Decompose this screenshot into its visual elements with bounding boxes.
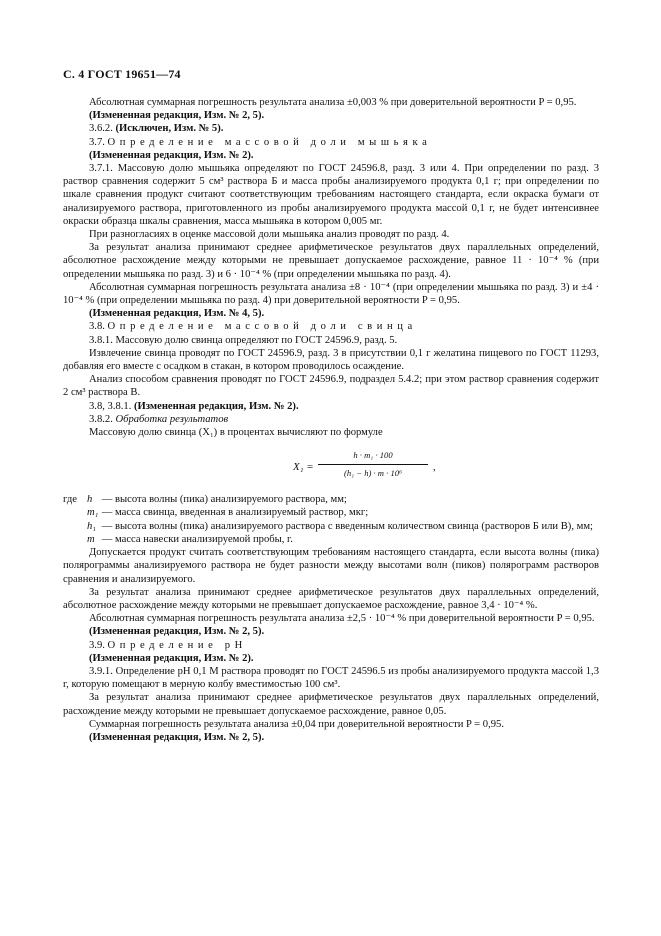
paragraph: Абсолютная суммарная погрешность результата анализа ±0,003 % при доверительной вероятности P = 0,95. bbox=[89, 97, 577, 108]
formula-lhs: X₁ = bbox=[293, 461, 314, 474]
clause-number: 3.6.2. bbox=[89, 123, 116, 135]
paragraph: 3.8.1. Массовую долю свинца определяют по ГОСТ 24596.9, разд. 5. bbox=[89, 334, 398, 346]
definition-symbol: m₁ bbox=[87, 507, 99, 519]
paragraph: Массовую долю свинца (X₁) в процентах вычисляют по формуле bbox=[89, 427, 383, 439]
clause-number: 3.8.2. bbox=[89, 413, 116, 425]
definition-symbol: h₁ bbox=[87, 520, 96, 532]
subsection-title: Обработка результатов bbox=[115, 413, 229, 425]
amendment-note: (Измененная редакция, Изм. № 2). bbox=[89, 149, 254, 161]
section-title: Определение массовой доли свинца bbox=[107, 321, 417, 333]
paragraph: За результат анализа принимают среднее арифметическое результатов двух параллельных определений, абсолютное расхождение между которыми не превышает допускаемое расхождение, равное 3,4 · 10⁻⁴ %. bbox=[63, 586, 599, 611]
paragraph: При разногласиях в оценке массовой доли мышьяка анализ проводят по разд. 4. bbox=[89, 229, 450, 241]
where-label: где bbox=[63, 494, 77, 506]
paragraph: Абсолютная суммарная погрешность результата анализа ±8 · 10⁻⁴ (при определении мышьяка по разд. 3) и ±4 · 10⁻⁴ % (при определении мышьяка по разд. 4) при доверительной вероятности P = 0,95. bbox=[63, 281, 599, 307]
clause-number: 3.7. bbox=[89, 136, 108, 148]
amendment-note: (Исключен, Изм. № 5). bbox=[115, 123, 224, 135]
definition-row bbox=[63, 493, 599, 506]
document-body bbox=[63, 96, 599, 744]
definition-text: высота волны (пика) анализируемого раствора, мм; bbox=[115, 494, 347, 506]
page-header: С. 4 ГОСТ 19651—74 bbox=[63, 67, 181, 81]
amendment-note: (Измененная редакция, Изм. № 2, 5). bbox=[89, 626, 265, 638]
amendment-note: (Измененная редакция, Изм. № 4, 5). bbox=[89, 308, 265, 320]
amendment-note: (Измененная редакция, Изм. № 2). bbox=[89, 652, 254, 664]
paragraph: Анализ способом сравнения проводят по ГОСТ 24596.9, подраздел 5.4.2; при этом раствор сравнения содержит 2 см³ раствора В. bbox=[63, 374, 599, 399]
paragraph: Извлечение свинца проводят по ГОСТ 24596.9, разд. 3 в присутствии 0,1 г желатина пищевого по ГОСТ 11293, добавляя его вместе с осадком в стакан, в котором проводилось осаждение. bbox=[63, 347, 599, 373]
section-heading bbox=[63, 639, 599, 652]
paragraph: 3.9.1. Определение pH 0,1 М раствора проводят по ГОСТ 24596.5 из пробы анализируемого продукта массой 1,3 г, которую помещают в мерную колбу вместимостью 100 см³. bbox=[63, 665, 599, 691]
definition-dash: — bbox=[101, 533, 113, 545]
formula-comma: , bbox=[433, 462, 436, 474]
section-title: Определение pH bbox=[107, 639, 247, 651]
paragraph: За результат анализа принимают среднее арифметическое результатов двух параллельных определений, расхождение между которыми не превышает допускаемое расхождение, равное 0,05. bbox=[63, 692, 599, 717]
amendment-note: (Измененная редакция, Изм. № 2). bbox=[134, 400, 299, 412]
paragraph bbox=[63, 413, 599, 426]
section-heading bbox=[63, 320, 599, 333]
definition-text: высота волны (пика) анализируемого раствора с введенным количеством свинца (растворов Б или В), мм; bbox=[115, 520, 593, 532]
amendment-note: (Измененная редакция, Изм. № 2, 5). bbox=[89, 731, 265, 743]
definition-row bbox=[63, 506, 599, 519]
paragraph: Абсолютная суммарная погрешность результата анализа ±2,5 · 10⁻⁴ % при доверительной вероятности P = 0,95. bbox=[89, 613, 595, 625]
definition-row bbox=[63, 533, 599, 546]
definition-symbol: m bbox=[87, 533, 95, 545]
paragraph: 3.7.1. Массовую долю мышьяка определяют по ГОСТ 24596.8, разд. 3 или 4. При определении по разд. 3 раствор сравнения содержит 5 см³ раствора Б и масса пробы анализируемого продукта 0,1 г; при определении по шкале сравнения продукт считают соответствующим требованиям настоящего стандарта, если окраска бумаги от анализируемого раствора, приготовленного из пробы анализируемого продукта массой 0,1 г, не будет интенсивнее окраски образца шкалы сравнения, масса мышьяка в котором 0,005 мг. bbox=[63, 163, 599, 227]
clause-number: 3.9. bbox=[89, 639, 108, 651]
definition-text: масса навески анализируемой пробы, г. bbox=[115, 533, 293, 545]
paragraph bbox=[63, 400, 599, 413]
paragraph: За результат анализа принимают среднее арифметическое результатов двух параллельных определений, абсолютное расхождение между которыми не превышает допускаемое расхождение, равное 11 · 10⁻⁴ % (при определении мышьяка по разд. 3) и 6 · 10⁻⁴ % (при определении мышьяка по разд. 4). bbox=[63, 242, 599, 280]
amendment-note: (Измененная редакция, Изм. № 2, 5). bbox=[89, 110, 265, 122]
fraction-bar bbox=[318, 464, 428, 465]
definition-dash: — bbox=[101, 520, 113, 532]
section-title: Определение массовой доли мышьяка bbox=[107, 136, 432, 148]
definition-dash: — bbox=[101, 507, 113, 519]
definition-dash: — bbox=[101, 494, 113, 506]
formula-denominator: (h₁ − h) · m · 10⁶ bbox=[343, 468, 403, 479]
definitions-list bbox=[63, 493, 599, 546]
clause-number: 3.8, 3.8.1. bbox=[89, 400, 135, 412]
formula bbox=[63, 445, 599, 489]
formula-fraction bbox=[318, 449, 428, 480]
section-heading bbox=[63, 136, 599, 149]
clause-number: 3.8. bbox=[89, 321, 108, 333]
definition-symbol: h bbox=[87, 494, 93, 506]
paragraph: Допускается продукт считать соответствующим требованиям настоящего стандарта, если высота волны (пика) полярограммы анализируемого раствора не будет разности между высотами волн (пиков) полярограмм растворов сравнения и анализируемого. bbox=[63, 547, 599, 585]
definition-row bbox=[63, 520, 599, 533]
paragraph: Суммарная погрешность результата анализа ±0,04 при доверительной вероятности P = 0,95. bbox=[89, 718, 504, 730]
definition-text: масса свинца, введенная в анализируемый раствор, мкг; bbox=[115, 507, 369, 519]
formula-numerator: h · m₁ · 100 bbox=[353, 450, 393, 461]
paragraph bbox=[63, 122, 599, 135]
